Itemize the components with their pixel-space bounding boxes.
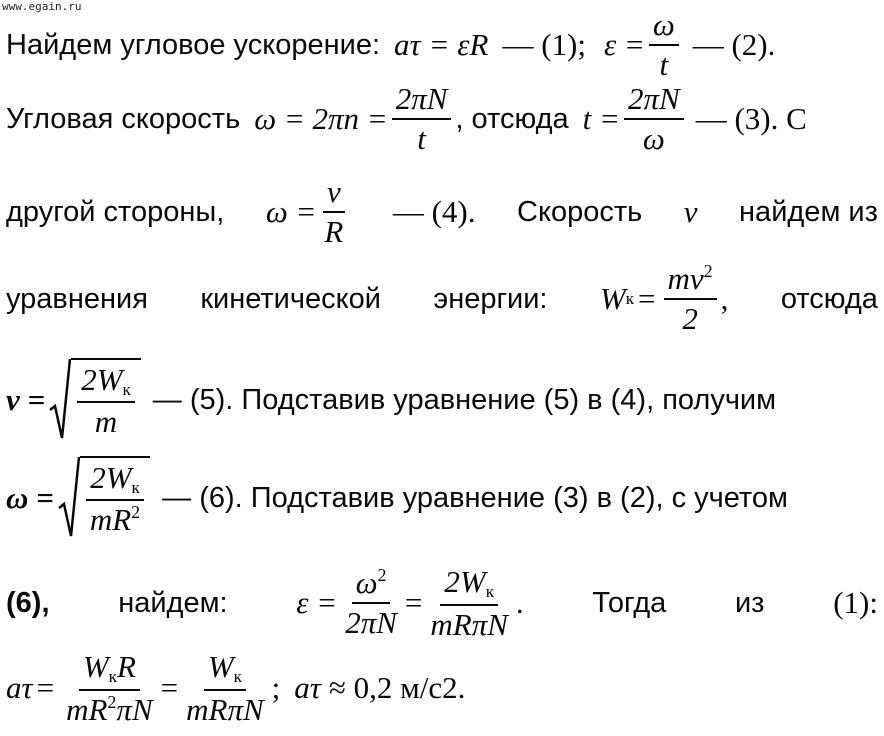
fraction-numerator: ω bbox=[649, 8, 679, 46]
t-formula: t = bbox=[582, 101, 620, 137]
equation-line-2 bbox=[6, 82, 878, 156]
fraction-denominator: mRπN bbox=[186, 691, 264, 727]
line5-text: — (5). Подставив уравнение (5) в (4), получим bbox=[152, 383, 777, 416]
fraction-denominator: 2πN bbox=[345, 605, 397, 641]
fraction-denominator: mRπN bbox=[430, 606, 508, 642]
fraction-2wk-m bbox=[77, 363, 135, 440]
subscript-k: к bbox=[625, 289, 635, 309]
fraction-numerator: $W_кR$ bbox=[79, 650, 140, 691]
fraction-denominator: m bbox=[94, 404, 118, 440]
fraction-omega-t bbox=[649, 8, 679, 82]
result-exponent: 2 bbox=[442, 670, 458, 706]
fraction-denominator: t bbox=[417, 121, 426, 157]
subscript-tau: τ bbox=[21, 670, 33, 706]
line3-tail: найдем из bbox=[739, 195, 878, 228]
period: . bbox=[515, 585, 524, 621]
fraction-numerator: v bbox=[323, 175, 345, 213]
ref-2: — (2). bbox=[692, 27, 776, 63]
fraction-denominator: $mR^2$ bbox=[89, 502, 141, 538]
v-formula: v = bbox=[6, 382, 46, 417]
line6-text: — (6). Подставив уравнение (3) в (2), с учетом bbox=[162, 481, 788, 514]
equation-line-4 bbox=[6, 262, 878, 336]
equation-line-3 bbox=[6, 175, 878, 249]
fraction-omega2-2pin bbox=[341, 566, 401, 640]
line3-text: другой стороны, bbox=[6, 195, 225, 228]
line2-mid: , отсюда bbox=[455, 102, 569, 135]
line7-word1: найдем: bbox=[118, 586, 228, 619]
fraction-numerator: $W_к$ bbox=[204, 650, 246, 691]
fraction-wk-mrpin bbox=[182, 650, 268, 727]
radical-sign bbox=[58, 456, 80, 540]
ref-1: — (1); bbox=[502, 27, 586, 63]
fraction-numerator: $\omega^2$ bbox=[352, 566, 391, 604]
fraction-numerator: 2πN bbox=[392, 82, 452, 120]
symbol-a: a bbox=[394, 27, 410, 63]
fraction-numerator: $mv^2$ bbox=[664, 262, 717, 300]
equation-line-6 bbox=[6, 456, 878, 540]
formula-eps-r: = εR bbox=[428, 27, 489, 63]
equals: = bbox=[160, 670, 179, 706]
ref-3: — (3). С bbox=[695, 101, 807, 137]
line7-word3: из bbox=[734, 586, 765, 619]
line3-word: Скорость bbox=[517, 195, 643, 228]
line2-text: Угловая скорость bbox=[6, 102, 241, 135]
fraction-numerator: $2W_к$ bbox=[86, 461, 144, 502]
line7-word2: Тогда bbox=[592, 586, 667, 619]
line4-word4: отсюда bbox=[780, 282, 878, 315]
sqrt-2wk-mr2 bbox=[58, 456, 150, 540]
fraction-mv2-2 bbox=[664, 262, 717, 336]
line1-text: Найдем угловое ускорение: bbox=[6, 28, 380, 61]
omega-formula: ω = bbox=[6, 480, 54, 515]
period: . bbox=[457, 670, 466, 706]
fraction-denominator: $mR^2\pi N$ bbox=[66, 691, 153, 727]
symbol-v: v bbox=[683, 194, 698, 230]
fraction-2pin-omega bbox=[624, 82, 684, 156]
fraction-2pin-t bbox=[392, 82, 452, 156]
line4-word1: уравнения bbox=[6, 282, 148, 315]
fraction-2wk-mrpin bbox=[426, 565, 512, 642]
equals: = bbox=[36, 670, 55, 706]
line4-word2: кинетической bbox=[200, 282, 381, 315]
equals: = bbox=[638, 281, 656, 317]
subscript-tau: τ bbox=[409, 27, 421, 63]
ref-1: (1): bbox=[833, 585, 878, 621]
fraction-numerator: $2W_к$ bbox=[77, 363, 135, 404]
fraction-2wk-mr2 bbox=[86, 461, 144, 538]
semicolon: ; bbox=[271, 670, 281, 706]
comma: , bbox=[720, 281, 729, 317]
equation-line-7 bbox=[6, 565, 878, 642]
line4-word3: энергии: bbox=[433, 282, 548, 315]
equals: = bbox=[404, 585, 423, 621]
result-value: ≈ 0,2 м/с bbox=[328, 670, 443, 706]
symbol-a: a bbox=[294, 670, 310, 706]
fraction-denominator: ω bbox=[642, 121, 665, 157]
radical-sign bbox=[49, 358, 71, 442]
omega-formula: ω = 2πn = bbox=[254, 101, 388, 137]
fraction-numerator: 2πN bbox=[624, 82, 684, 120]
fraction-denominator: R bbox=[324, 214, 344, 250]
equation-line-8 bbox=[6, 650, 878, 727]
fraction-denominator: t bbox=[659, 47, 669, 83]
equation-line-5 bbox=[6, 358, 878, 442]
fraction-numerator: $2W_к$ bbox=[440, 565, 498, 606]
watermark: www.egain.ru bbox=[2, 0, 82, 13]
symbol-a: a bbox=[6, 670, 22, 706]
eps-symbol: ε = bbox=[296, 585, 338, 621]
omega-formula: ω = bbox=[265, 194, 317, 230]
ref-6: (6), bbox=[6, 586, 50, 619]
symbol-w: W bbox=[599, 281, 626, 317]
ref-4: — (4). bbox=[392, 194, 476, 230]
fraction-v-r bbox=[320, 175, 347, 249]
subscript-tau: τ bbox=[309, 670, 321, 706]
eps-symbol: ε = bbox=[603, 27, 645, 63]
fraction-wkr-mr2pin bbox=[62, 650, 157, 727]
fraction-denominator: 2 bbox=[682, 301, 698, 337]
equation-line-1 bbox=[6, 8, 878, 82]
sqrt-2wk-m bbox=[49, 358, 141, 442]
